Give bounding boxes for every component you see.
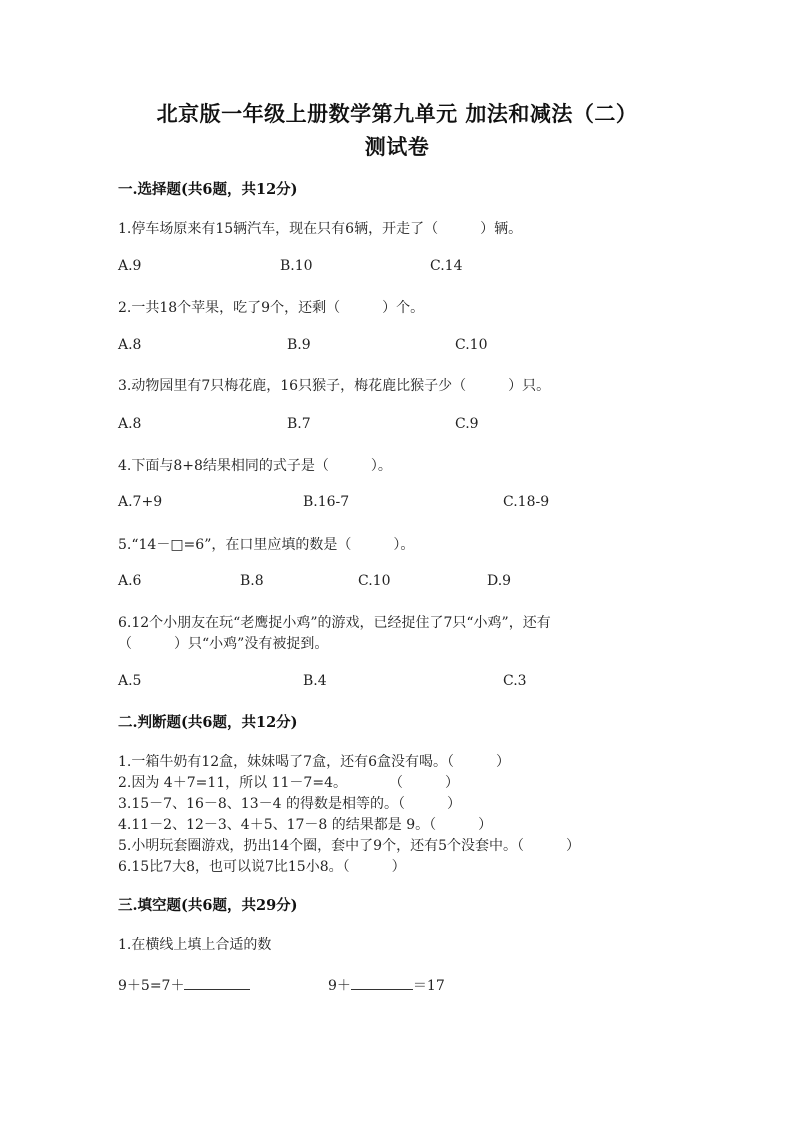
question-5: 5.“14－□=6”，在口里应填的数是（ ）。 bbox=[118, 537, 415, 553]
section2-heading: 二.判断题(共6题，共12分) bbox=[118, 714, 298, 731]
q5-option-a: A.6 bbox=[118, 573, 142, 589]
fill-equation-a-text: 9＋5=7＋ bbox=[118, 978, 185, 994]
question-4: 4.下面与8+8结果相同的式子是（ ）。 bbox=[118, 458, 392, 474]
q5-option-b: B.8 bbox=[240, 573, 264, 589]
q6-option-a: A.5 bbox=[118, 673, 142, 689]
fill-equation-a bbox=[118, 975, 250, 995]
q6-option-b: B.4 bbox=[303, 673, 327, 689]
title-line2: 测试卷 bbox=[364, 134, 430, 159]
fill-equation-b-prefix: 9＋ bbox=[328, 978, 351, 994]
judge-item-4: 4.11－2、12－3、4＋5、17－8 的结果都是 9。（ ） bbox=[118, 817, 493, 833]
judge-item-1: 1.一箱牛奶有12盒，妹妹喝了7盒，还有6盒没有喝。（ ） bbox=[118, 754, 510, 770]
question-2: 2.一共18个苹果，吃了9个，还剩（ ）个。 bbox=[118, 300, 425, 316]
q1-option-c: C.14 bbox=[430, 258, 463, 274]
q1-option-b: B.10 bbox=[280, 258, 313, 274]
q3-option-a: A.8 bbox=[118, 416, 142, 432]
section3-heading: 三.填空题(共6题，共29分) bbox=[118, 897, 298, 914]
judge-item-6: 6.15比7大8，也可以说7比15小8。（ ） bbox=[118, 859, 406, 875]
question-3: 3.动物园里有7只梅花鹿，16只猴子，梅花鹿比猴子少（ ）只。 bbox=[118, 378, 551, 394]
q6-option-c: C.3 bbox=[503, 673, 527, 689]
fill-question-1: 1.在横线上填上合适的数 bbox=[118, 937, 272, 953]
question-6: 6.12个小朋友在玩“老鹰捉小鸡”的游戏，已经捉住了7只“小鸡”，还有 bbox=[118, 615, 551, 631]
fill-equation-b bbox=[328, 975, 445, 995]
q5-option-d: D.9 bbox=[487, 573, 512, 589]
fill-blank-b[interactable] bbox=[351, 977, 413, 990]
title-line1: 北京版一年级上册数学第九单元 加法和减法（二） bbox=[156, 101, 638, 126]
q3-option-b: B.7 bbox=[287, 416, 311, 432]
q4-option-a: A.7+9 bbox=[118, 494, 163, 510]
judge-item-5: 5.小明玩套圈游戏，扔出14个圈，套中了9个，还有5个没套中。（ ） bbox=[118, 838, 580, 854]
judge-item-3: 3.15－7、16－8、13－4 的得数是相等的。（ ） bbox=[118, 796, 461, 812]
q5-option-c: C.10 bbox=[358, 573, 391, 589]
fill-equation-b-suffix: ＝17 bbox=[412, 978, 445, 994]
section1-heading: 一.选择题(共6题，共12分) bbox=[118, 181, 298, 198]
q2-option-c: C.10 bbox=[455, 337, 488, 353]
judge-item-2: 2.因为 4＋7=11，所以 11－7=4。 （ ） bbox=[118, 775, 459, 791]
fill-blank-a[interactable] bbox=[184, 977, 250, 990]
q3-option-c: C.9 bbox=[455, 416, 479, 432]
q4-option-c: C.18-9 bbox=[503, 494, 550, 510]
q2-option-b: B.9 bbox=[287, 337, 311, 353]
q4-option-b: B.16-7 bbox=[303, 494, 350, 510]
question-1: 1.停车场原来有15辆汽车，现在只有6辆，开走了（ ）辆。 bbox=[118, 221, 523, 237]
question-6-continued: （ ）只“小鸡”没有被捉到。 bbox=[118, 636, 329, 652]
q2-option-a: A.8 bbox=[118, 337, 142, 353]
q1-option-a: A.9 bbox=[118, 258, 142, 274]
